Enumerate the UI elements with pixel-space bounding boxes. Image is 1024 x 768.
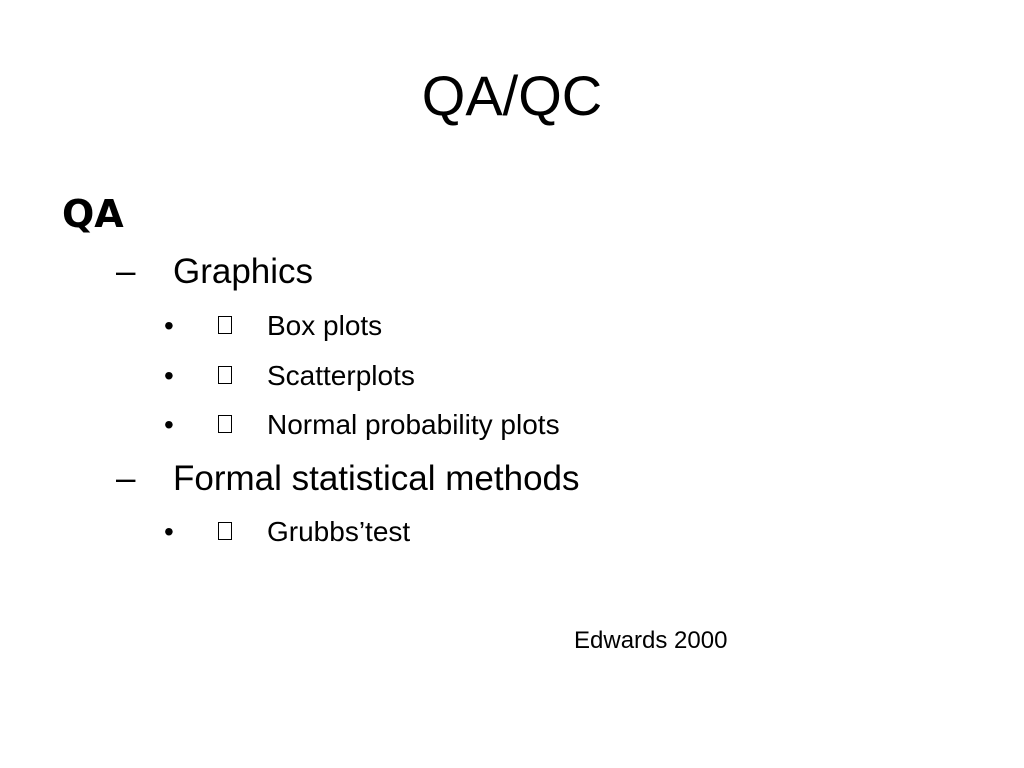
sub-item-label: Normal probability plots: [267, 409, 560, 440]
dash-marker: –: [116, 252, 136, 291]
list-item-label: Formal statistical methods: [173, 459, 580, 498]
missing-glyph-icon: [218, 415, 232, 433]
bullet-marker: •: [164, 360, 174, 391]
sub-item-label: Grubbs’test: [267, 516, 411, 547]
dash-marker: –: [116, 459, 136, 498]
citation: Edwards 2000: [574, 627, 728, 654]
missing-glyph-icon: [218, 366, 232, 384]
bullet-marker: •: [164, 516, 174, 547]
missing-glyph-icon: [218, 316, 232, 334]
sub-item-label: Box plots: [267, 310, 383, 341]
slide-title: QA/QC: [421, 64, 603, 127]
bullet-marker: •: [164, 310, 174, 341]
missing-glyph-icon: [218, 522, 232, 540]
sub-item-label: Scatterplots: [267, 360, 415, 391]
list-item-label: Graphics: [173, 252, 314, 291]
bullet-marker: •: [164, 409, 174, 440]
section-heading: QA: [62, 192, 124, 236]
